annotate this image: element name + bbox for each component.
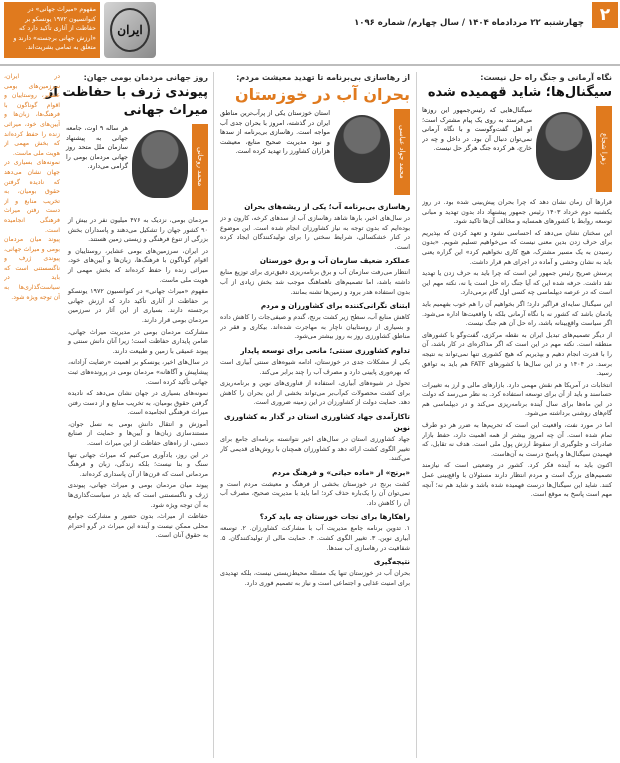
paragraph: بحران آب در خوزستان تنها یک مسئله محیط‌زیستی نیست، بلکه تهدیدی برای امنیت غذایی و اجتماعی است و نیاز به تصمیم فوری دارد. [220, 569, 410, 587]
column-divider [416, 72, 417, 758]
paragraph: در سال‌های اخیر، یونسکو بر اهمیت «رضایت آزادانه، پیشاپیش و آگاهانه» مردمان بومی در پرونده‌های ثبت جهانی تأکید کرده است. [68, 358, 208, 386]
paragraph: آموزش و انتقال دانش بومی به نسل جوان، مستندسازی زبان‌ها و آیین‌ها و حمایت از صنایع دستی، از راه‌های حفاظت از این میراث است. [68, 419, 208, 448]
paragraph: مشارکت مردمان بومی در مدیریت میراث جهانی، ضامن پایداری حفاظت است؛ زیرا آنان دانش سنتی و پیوند عمیقی با زمین و طبیعت دارند. [68, 327, 208, 355]
subheading: راهکارها برای نجات خوزستان چه باید کرد؟ [259, 512, 410, 522]
page-number: ۲ [592, 2, 618, 28]
subheading: تاکارآمدی جهاد کشاورزی استان در گذار به کشاورزی نوین [223, 411, 410, 432]
article-headline: بحران آب در خوزستان [234, 85, 410, 104]
article-column-1 [422, 72, 612, 758]
paragraph: در سال‌های اخیر، بارها شاهد رهاسازی آب از سدهای کرخه، کارون و دز بوده‌ایم که بدون توجه به نیاز کشاورزان انجام شده است. این موضوع در کنار خشکسالی، شرایط سختی را برای تولیدکنندگان ایجاد کرده است. [220, 214, 410, 251]
paragraph: پیوند میان مردمان بومی و میراث جهانی، پیوندی ژرف و ناگسستنی است که باید در سیاست‌گذاری‌ها به آن توجه ویژه شود. [4, 236, 60, 301]
article-lead: هر ساله ۹ اوت، جامعه جهانی به پیشنهاد سازمان ملل متحد روز جهانی مردمان بومی را گرامی می‌دارد. [66, 124, 128, 171]
masthead [0, 0, 620, 66]
article-lead: استان خوزستان یکی از پرآب‌ترین مناطق ایران در گذشته، امروز با بحران جدی آب مواجه است. رهاسازی بی‌برنامه از سدها و نبود مدیریت صحیح منابع، معیشت هزاران کشاورز را تهدید کرده است. [220, 109, 330, 156]
author-tag: محمد روحانی [192, 124, 208, 210]
article-body [68, 216, 208, 541]
newspaper-logo [104, 2, 156, 58]
paragraph: این سخنان نشان می‌دهد که احساسی نشود و تعهد کردن که بپذیریم برای حرف زدن بدین معنی نیست که می‌خواهیم تسلیم شویم. «بدون رسیدن به یک مسیر مشترک، هیچ کاری نخواهیم کرد» این گزاره یعنی باید به نشان وحشی و آماده در اجرای هم قرار داشت. [422, 228, 612, 266]
paragraph: این سیگنال سایه‌ای فراگیر دارد؛ اگر بخواهیم آن را هم خوب بفهمیم باید یادمان باشد که کشور نه با نگاه آرمانی بلکه با واقعیت‌ها اداره می‌شود. اگر سیاست واقع‌بینانه باشد، راه حل آن هم جنگ نیست. [422, 299, 612, 328]
paragraph: کاهش منابع آب، سطح زیر کشت برنج، گندم و صیفی‌جات را کاهش داده و بسیاری از روستاییان ناچار به مهاجرت شده‌اند. بیکاری و فقر در مناطق کشاورزی روز به روز بیشتر می‌شود. [220, 313, 410, 341]
article-column-2 [220, 72, 410, 758]
article-continuation [4, 72, 60, 758]
logo-seal: ایران [110, 8, 150, 52]
article-kicker: روز جهانی مردمان بومی جهان: [83, 73, 208, 82]
paragraph: پرسش صریح رئیس جمهور این است که چرا باید به حرف زدن یا تهدید نقد داشت. حرفه شده این که آیا جنگ راه حل است یا نه، نکته مهم این است که در عرصه دیپلماسی چه کسی اول گام برمی‌دارد. [422, 269, 612, 297]
paragraph: از دیگر تصمیم‌های تبدیل ایران به نقطه مرکزی، گفت‌وگو با کشورهای منطقه است. نکته مهم در این است که اگر مذاکره‌ای در کار باشد، آن را با قدرت انجام دهیم و بپذیریم که هیچ کشوری تنها نمی‌تواند به نتیجه برسد. در ۱۴۰۴ و در این سال‌ها با کشورهای FATF هم باید به توافق رسید. [422, 330, 612, 378]
author-card [422, 106, 612, 194]
author-avatar [132, 130, 188, 198]
subheading: تداوم کشاورزی سنتی؛ مانعی برای توسعه پایدار [240, 345, 410, 355]
paragraph: کشت برنج در خوزستان بخشی از فرهنگ و معیشت مردم است و نمی‌توان آن را یک‌باره حذف کرد؛ اما باید با مدیریت صحیح، مصرف آب آن را کاهش داد. [220, 479, 410, 507]
paragraph: مردمان بومی، نزدیک به ۴۷۶ میلیون نفر در بیش از ۹۰ کشور جهان را تشکیل می‌دهند و پاسداران بخش بزرگی از تنوع فرهنگی و زیستی زمین هستند. [68, 216, 208, 244]
subheading: رهاسازی بی‌برنامه آب؛ یکی از ریشه‌های بحران [244, 202, 410, 211]
paragraph: نمونه‌های بسیاری در جهان نشان می‌دهد که نادیده گرفتن حقوق بومیان، به تخریب منابع و از دست رفتن میراث فرهنگی انجامیده است. [68, 389, 208, 417]
article-headline: پیوندی ژرف با حفاظت از میراث جهانی [45, 85, 208, 118]
paragraph: حفاظت از میراث، بدون حضور و مشارکت جوامع محلی ممکن نیست و آینده این میراث در گرو احترام به حقوق آنان است. [68, 512, 208, 540]
paragraph: قرارها آن زمان نشان دهد که چرا بحران پیش‌بینی شده بود. در روز یکشنبه دوم خرداد ۱۴۰۳ رئیس جمهور پیشنهاد داد بدون تهدید و مبانی توسعه روابط با کشورهای همسایه و مخالف آن‌ها تاکید شود. [422, 198, 612, 226]
paragraph: انتخابات در آمریکا هم نقش مهمی دارد. بازارهای مالی و ارز به تغییرات حساسند و باید از آن برای توسعه استفاده کرد. به نظر می‌رسد که دولت در این ماه‌ها برای سال آینده برنامه‌ریزی می‌کند و در دیپلماسی هم گام‌های روشنی برداشته می‌شود. [422, 380, 612, 418]
article-lead: سیگنال‌هایی که رئیس‌جمهور این روزها می‌فرستد به روی یک پیام مشترک است؛ او اهل گفت‌وگوست و با نگاه آرمانی نمی‌توان دنبال آن بود. در داخل و چه در خارج، هر کرده جنگ هرگز حل نیست. [422, 106, 532, 153]
paragraph: جهاد کشاورزی استان در سال‌های اخیر نتوانسته برنامه‌ای جامع برای تغییر الگوی کشت ارائه دهد و کشاورزان همچنان با روش‌های قدیمی کار می‌کنند. [220, 434, 410, 463]
paragraph: ۱. تدوین برنامه جامع مدیریت آب با مشارکت کشاورزان. ۲. توسعه آبیاری نوین. ۳. تغییر الگوی کشت. ۴. حمایت مالی از تولیدکنندگان. ۵. شفافیت در رهاسازی آب سدها. [220, 524, 410, 552]
author-avatar [536, 112, 592, 180]
paragraph: اما در مورد نفت، واقعیت این است که تحریم‌ها به ضرر هر دو طرف تمام شده است. آن چه امروز بیشتر از همه اهمیت دارد، حفظ بازار صادرات و جلوگیری از سقوط ارزش پول ملی است. هدف نه تقابل، که فهمیدن سیگنال‌ها و پاسخ درست به آن‌هاست. [422, 421, 612, 458]
article-kicker: از رهاسازی بی‌برنامه تا تهدید معیشت مردم: [236, 73, 410, 82]
author-tag: محمد جواد عباسی [394, 109, 410, 195]
paragraph: تحول در شیوه‌های آبیاری، استفاده از فناوری‌های نوین و برنامه‌ریزی برای کشت محصولات کم‌آب‌بر می‌تواند بخشی از این بحران را کاهش دهد. حمایت دولت از کشاورزان در این زمینه ضروری است. [220, 379, 410, 407]
paragraph: یکی از مشکلات جدی در خوزستان، ادامه شیوه‌های سنتی آبیاری است که بهره‌وری پایینی دارد و مصرف آب را چند برابر می‌کند. [220, 357, 410, 376]
paragraph: انتظار می‌رفت سازمان آب و برق برنامه‌ریزی دقیق‌تری برای توزیع منابع داشته باشد، اما تصمیم‌های ناهماهنگ موجب شد بخش زیادی از آب بدون استفاده هدر برود و زمین‌ها تشنه بمانند. [220, 268, 410, 296]
subheading: نتیجه‌گیری [373, 557, 410, 567]
article-kicker: نگاه آرمانی و جنگ راه حل نیست: [480, 73, 612, 82]
highlight-box: مفهوم «میراث جهانی» در کنوانسیون ۱۹۷۲ یونسکو بر حفاظت از آثاری تأکید دارد که «ارزش جهانی برجسته» دارند و متعلق به تمامی بشریت‌اند. [4, 2, 100, 58]
author-avatar [334, 115, 390, 183]
subheading: عملکرد ضعیف سازمان آب و برق خوزستان [259, 256, 410, 266]
column-divider [213, 72, 214, 758]
paragraph: در ایران، سرزمین‌های بومی عشایر، روستاییان و اقوام گوناگون با فرهنگ‌ها، زبان‌ها و آیین‌های خود، میراثی زنده را حفظ کرده‌اند که بخش مهمی از هویت ملی ماست. [68, 246, 208, 284]
article-headline: سیگنال‌ها؛ شاید قهمیده شده [427, 85, 612, 100]
paragraph: اکنون باید به آینده فکر کرد. کشور در وضعیتی است که نیازمند تصمیم‌های بزرگ است و مردم انتظار دارند مسئولان با واقع‌بینی عمل کنند. شاید این سیگنال‌ها درست فهمیده شده باشد و شاید هم نه؛ آنچه مهم است پاسخ به موقع است. [422, 461, 612, 499]
author-card [220, 109, 410, 197]
author-tag: زهرا شجاع [596, 106, 612, 192]
subheading: ابتنای نگرانی‌کننده برای کشاورزان و مردم [260, 301, 410, 311]
paragraph: پیوند میان مردمان بومی و میراث جهانی، پیوندی ژرف و ناگسستنی است که باید در سیاست‌گذاری‌ها به آن توجه ویژه شود. [68, 481, 208, 509]
paragraph: نمونه‌های بسیاری در جهان نشان می‌دهد که نادیده گرفتن حقوق بومیان، به تخریب منابع و از دست رفتن میراث فرهنگی انجامیده است. [4, 159, 60, 234]
paragraph: در این روز، یادآوری می‌کنیم که میراث جهانی تنها سنگ و بنا نیست؛ بلکه زندگی، زبان و فرهنگ مردمانی است که قرن‌ها از آن پاسداری کرده‌اند. [68, 450, 208, 478]
subheading: «برنج» از «ماده حیاتی» و فرهنگ مردم [272, 467, 410, 477]
paragraph: مفهوم «میراث جهانی» در کنوانسیون ۱۹۷۲ یونسکو بر حفاظت از آثاری تأکید دارد که ارزش جهانی برجسته دارند. بسیاری از این آثار در سرزمین مردمان بومی قرار دارند. [68, 287, 208, 324]
paragraph: در ایران، سرزمین‌های بومی عشایر، روستاییان و اقوام گوناگون با فرهنگ‌ها، زبان‌ها و آیین‌های خود، میراثی زنده را حفظ کرده‌اند که بخش مهمی از هویت ملی ماست. [4, 73, 60, 157]
dateline: چهارشنبه ۲۲ مرداد‌ماه ۱۴۰۴ / سال چهارم/ شماره ۱۰۹۶ [354, 18, 584, 28]
